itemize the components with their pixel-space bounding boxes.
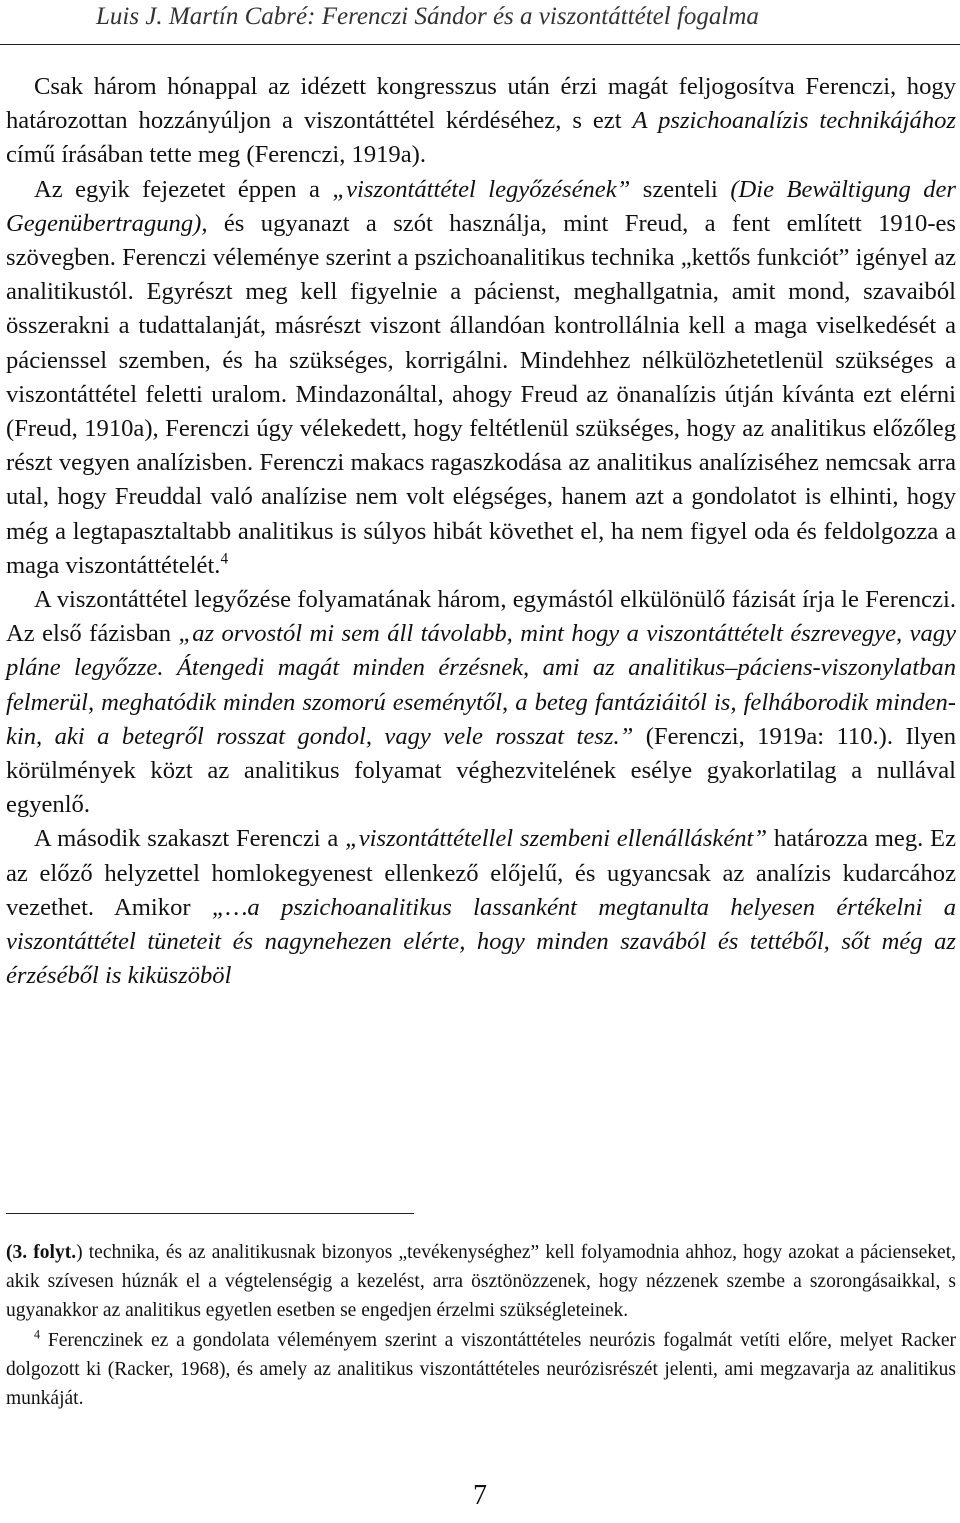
para2-text-2: szenteli xyxy=(630,175,731,203)
paragraph-4 xyxy=(6,822,956,993)
footnotes xyxy=(6,1238,956,1413)
footnote-4-mark: 4 xyxy=(34,1327,41,1342)
para3-text-1: A viszontáttétel legyőzése folyamatának három, egymástól elkülönülő fázisát írja le Ferenczi. Az első fázisban xyxy=(6,586,956,648)
para1-text-1: Csak három hónappal az idézett kongresszus után érzi magát feljogosítva Ferenczi, hogy határozottan hozzányúljon a viszontáttétel kérdéséhez, s ezt xyxy=(6,73,956,135)
page-number: 7 xyxy=(473,1480,487,1511)
paragraph-3 xyxy=(6,583,956,822)
main-text xyxy=(6,70,956,993)
paragraph-1 xyxy=(6,70,956,173)
para3-quote: „az orvostól mi sem áll távolabb, mint hogy a viszontáttételt észrevegye, vagy pláne legyőzze. Átengedi magát minden érzésnek, ami az analitikus–páciens-viszonylatban felmerül, meghatódik minden szomorú eseménytől, a beteg fantáziáitól is, felháborodik mindenkin, aki a betegről rosszat gondol, vagy vele rosszat tesz.” xyxy=(6,620,956,750)
para2-quote-1: „viszontáttétel legyőzésének” xyxy=(332,175,631,203)
footnote-rule xyxy=(6,1213,414,1214)
para2-german-title: (Die Bewältigung der Gegenübertragung), xyxy=(6,175,956,237)
running-title: Luis J. Martín Cabré: Ferenczi Sándor és a viszontáttétel fogalma xyxy=(96,3,759,30)
para2-text-1: Az egyik fejezetet éppen a xyxy=(34,175,333,203)
footnote-3-label: (3. folyt. xyxy=(6,1242,77,1263)
running-header xyxy=(0,0,960,45)
paragraph-2 xyxy=(6,173,956,583)
footnote-ref-4: 4 xyxy=(220,550,229,568)
footnote-4 xyxy=(6,1326,956,1414)
footnote-3-text: ) technika, és az analitikusnak bizonyos „tevékenységhez” kell folyamodnia ahhoz, hogy azokat a pácienseket, akik szívesen húznák el a végtelenségig a kezelést, arra ösztönözzenek, hogy nézzenek szembe a szorongásaikkal, s ugyanakkor az analitikus egyetlen esetben se engedjen érzelmi szükségleteinek. xyxy=(6,1242,956,1322)
footnote-4-text: Ferenczinek ez a gondolata véleményem szerint a viszontáttételes neurózis fogalmát vetíti előre, melyet Racker dolgozott ki (Racker, 1968), és amely az analitikus viszontáttételes neurózisrészét jelenti, ami megzavarja az analitikus munkáját. xyxy=(6,1329,956,1410)
para4-quote-2: „…a pszichoanalitikus lassanként megtanulta helyesen értékelni a viszontáttétel tüneteit és nagynehezen elérte, hogy minden szavából és tettéből, sőt még az érzéséből is kiküszöböl xyxy=(6,893,956,990)
para2-text-3: és ugyanazt a szót használja, mint Freud, a fent említett 1910-es szövegben. Ferenczi véleménye szerint a pszichoanalitikus technika „kettős funkciót” igényel az analitikustól. Egyrészt meg kell figyelnie a pácienst, meghallgatnia, amit mond, szavaiból összerakni a tudattalanját, másrészt viszont állandóan kontrollálnia kell a maga viselkedését a pácienssel szemben, és ha szükséges, korrigálni. Mindehhez nélkülözhetetlenül szükséges a viszontáttétel feletti uralom. Mindazonáltal, ahogy Freud az önanalízis útján kívánta ezt elérni (Freud, 1910a), Ferenczi úgy vélekedett, hogy feltétlenül szükséges, hogy az analitikus előzőleg részt vegyen analízisben. Ferenczi makacs ragaszkodása az analitikus analíziséhez nemcsak arra utal, hogy Freuddal való analízise nem volt elégséges, hanem azt a gondolatot is elhinti, hogy még a legtapasztaltabb analitikus is súlyos hibát követhet el, ha nem figyel oda és feldolgozza a maga viszontáttételét. xyxy=(6,209,956,579)
para3-text-2: (Ferenczi, 1919a: 110.). Ilyen körülmények közt az analitikus folyamat véghezvitelének esélye gyakorlatilag a nullával egyenlő. xyxy=(6,722,956,819)
footnote-3-continued xyxy=(6,1238,956,1326)
para1-work-title: A pszichoanalízis technikájához xyxy=(632,107,956,135)
para4-text-1: A második szakaszt Ferenczi a xyxy=(34,825,346,853)
para4-quote-1: „viszontáttétellel szembeni ellenállásként” xyxy=(345,825,768,853)
para1-text-2: című írásában tette meg (Ferenczi, 1919a). xyxy=(6,141,426,169)
para4-text-2: határozza meg. Ez az előző helyzettel homlokegyenest ellenkező előjelű, és ugyancsak az analízis kudarcához vezethet. Amikor xyxy=(6,825,956,921)
